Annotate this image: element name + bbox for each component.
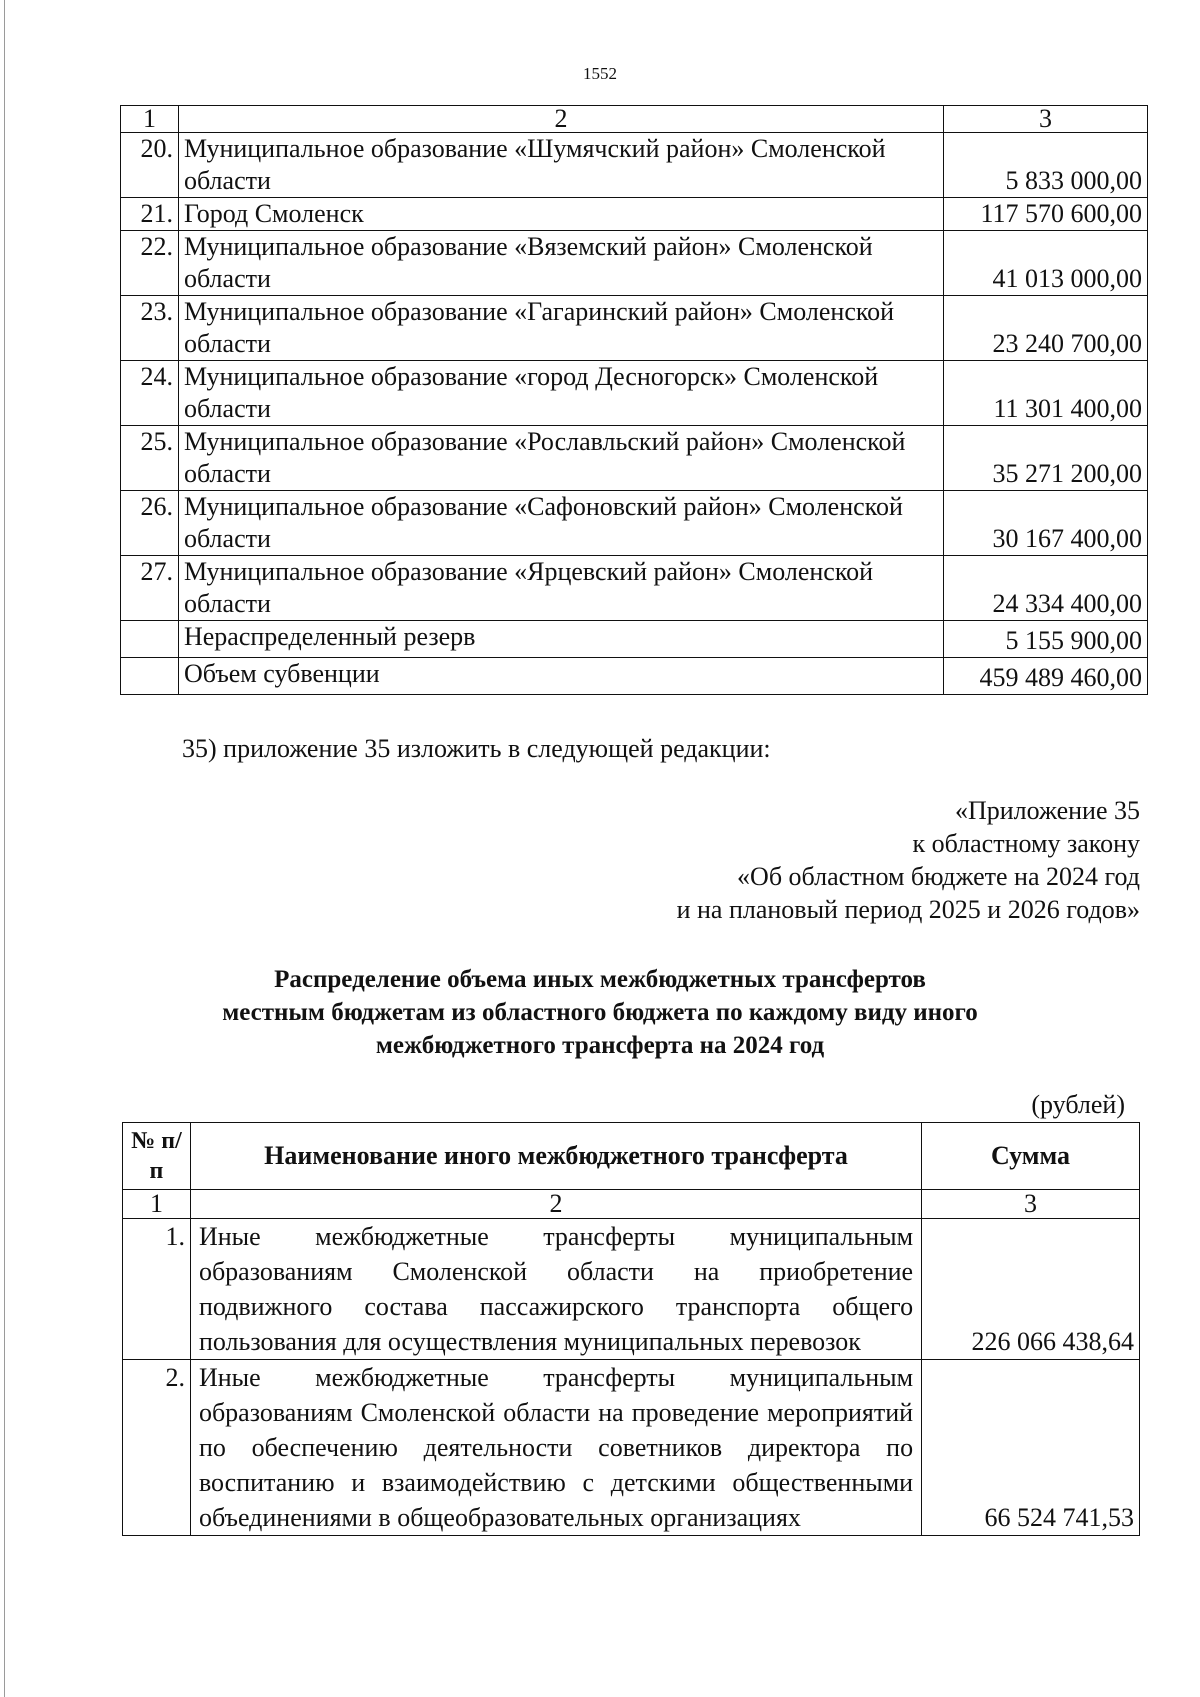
amount-cell: 66 524 741,53 bbox=[922, 1360, 1140, 1536]
column-header-name: Наименование иного межбюджетного трансферта bbox=[190, 1123, 921, 1190]
total-row bbox=[121, 658, 1148, 695]
row-number bbox=[121, 621, 179, 658]
column-header-sum: Сумма bbox=[922, 1123, 1140, 1190]
row-number: 23. bbox=[121, 296, 179, 361]
municipality-name: Муниципальное образование «город Десногорск» Смоленской области bbox=[178, 361, 943, 426]
total-label: Объем субвенции bbox=[178, 658, 943, 695]
municipality-name: Муниципальное образование «Шумячский район» Смоленской области bbox=[178, 133, 943, 198]
row-number: 25. bbox=[121, 426, 179, 491]
municipality-name: Муниципальное образование «Вяземский район» Смоленской области bbox=[178, 231, 943, 296]
table-row bbox=[121, 556, 1148, 621]
scan-edge-line bbox=[4, 0, 5, 1697]
table-row bbox=[121, 361, 1148, 426]
column-numbering-row bbox=[121, 106, 1148, 133]
document-title bbox=[150, 963, 1050, 1062]
units-label: (рублей) bbox=[1031, 1090, 1125, 1119]
row-number: 22. bbox=[121, 231, 179, 296]
column-number-cell: 1 bbox=[123, 1190, 191, 1219]
amount-cell: 35 271 200,00 bbox=[944, 426, 1148, 491]
column-number-cell: 1 bbox=[121, 106, 179, 133]
amount-cell: 117 570 600,00 bbox=[944, 198, 1148, 231]
appendix-line: и на плановый период 2025 и 2026 годов» bbox=[676, 895, 1140, 924]
row-number bbox=[121, 658, 179, 695]
table-row bbox=[121, 198, 1148, 231]
amount-cell: 24 334 400,00 bbox=[944, 556, 1148, 621]
table-row bbox=[121, 296, 1148, 361]
title-line: межбюджетного трансферта на 2024 год bbox=[375, 1032, 825, 1059]
table-row bbox=[121, 231, 1148, 296]
municipality-name: Город Смоленск bbox=[178, 198, 943, 231]
row-number: 27. bbox=[121, 556, 179, 621]
transfer-name: Иные межбюджетные трансферты муниципальным образованиям Смоленской области на приобретение подвижного состава пассажирского транспорта общего пользования для осуществления муниципальных перевозок bbox=[190, 1219, 921, 1360]
table-row bbox=[121, 491, 1148, 556]
row-number: 20. bbox=[121, 133, 179, 198]
amount-cell: 23 240 700,00 bbox=[944, 296, 1148, 361]
row-number: 24. bbox=[121, 361, 179, 426]
header-row bbox=[123, 1123, 1140, 1190]
table-row bbox=[123, 1360, 1140, 1536]
column-header-number: № п/п bbox=[123, 1123, 191, 1190]
row-number: 2. bbox=[123, 1360, 191, 1536]
amount-cell: 11 301 400,00 bbox=[944, 361, 1148, 426]
row-number: 1. bbox=[123, 1219, 191, 1360]
amount-cell: 41 013 000,00 bbox=[944, 231, 1148, 296]
appendix-header bbox=[677, 794, 1140, 926]
municipality-name: Муниципальное образование «Рославльский район» Смоленской области bbox=[178, 426, 943, 491]
appendix-line: к областному закону bbox=[912, 829, 1140, 858]
column-number-cell: 3 bbox=[944, 106, 1148, 133]
row-number: 26. bbox=[121, 491, 179, 556]
title-line: Распределение объема иных межбюджетных трансфертов bbox=[274, 966, 926, 993]
column-number-cell: 3 bbox=[922, 1190, 1140, 1219]
column-number-cell: 2 bbox=[178, 106, 943, 133]
table-row bbox=[121, 426, 1148, 491]
transfer-name: Иные межбюджетные трансферты муниципальным образованиям Смоленской области на проведение мероприятий по обеспечению деятельности советников директора по воспитанию и взаимодействию с детскими общественными объединениями в общеобразовательных организациях bbox=[190, 1360, 921, 1536]
title-line: местным бюджетам из областного бюджета по каждому виду иного bbox=[222, 999, 978, 1026]
row-number: 21. bbox=[121, 198, 179, 231]
transfers-table bbox=[122, 1122, 1140, 1536]
reserve-row bbox=[121, 621, 1148, 658]
appendix-line: «Приложение 35 bbox=[954, 796, 1140, 825]
appendix-line: «Об областном бюджете на 2024 год bbox=[737, 862, 1140, 891]
municipality-name: Муниципальное образование «Гагаринский район» Смоленской области bbox=[178, 296, 943, 361]
amount-cell: 226 066 438,64 bbox=[922, 1219, 1140, 1360]
amount-cell: 5 833 000,00 bbox=[944, 133, 1148, 198]
amount-cell: 5 155 900,00 bbox=[944, 621, 1148, 658]
table-row bbox=[123, 1219, 1140, 1360]
column-number-cell: 2 bbox=[190, 1190, 921, 1219]
table-row bbox=[121, 133, 1148, 198]
reserve-label: Нераспределенный резерв bbox=[178, 621, 943, 658]
subvention-table bbox=[120, 105, 1148, 695]
amount-cell: 30 167 400,00 bbox=[944, 491, 1148, 556]
amendment-instruction: 35) приложение 35 изложить в следующей редакции: bbox=[182, 734, 771, 763]
municipality-name: Муниципальное образование «Сафоновский район» Смоленской области bbox=[178, 491, 943, 556]
total-amount: 459 489 460,00 bbox=[944, 658, 1148, 695]
column-numbering-row bbox=[123, 1190, 1140, 1219]
municipality-name: Муниципальное образование «Ярцевский район» Смоленской области bbox=[178, 556, 943, 621]
page-number: 1552 bbox=[583, 64, 617, 83]
